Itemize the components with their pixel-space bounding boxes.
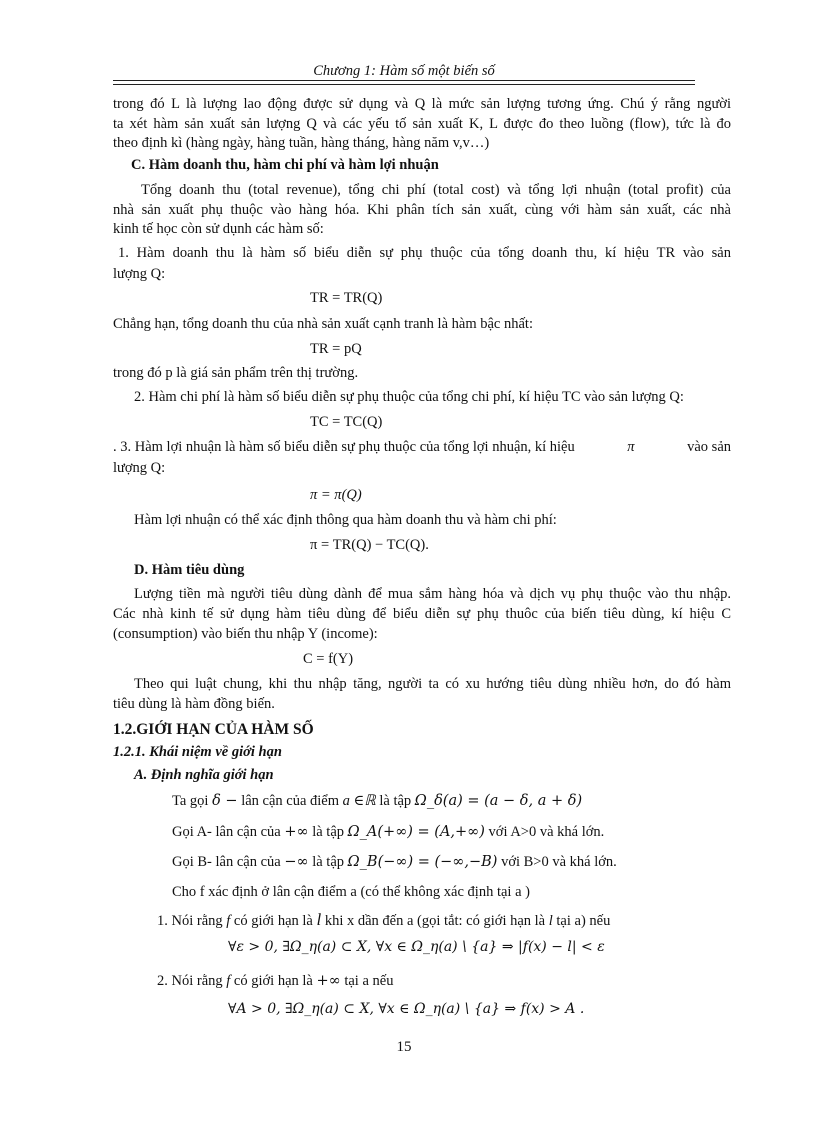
item-1-line-1: 1. Hàm doanh thu là hàm số biểu diễn sự phụ thuộc của tổng doanh thu, kí hiệu TR vào sản bbox=[118, 245, 731, 261]
section-c-p1-line-3: kinh tế học còn sử dụnh các hàm số: bbox=[113, 221, 324, 237]
where-p-line: trong đó p là giá sản phẩm trên thị trường. bbox=[113, 365, 359, 381]
delta-neighborhood-line: Ta gọi δ − lân cận của điểm a ∈ℝ là tập Ω_δ(a) = (a − δ, a + δ) bbox=[172, 793, 583, 809]
b-set: Ω_B(−∞) = (−∞,−B) bbox=[347, 854, 498, 870]
point-a: a ∈ℝ bbox=[342, 793, 376, 809]
equation-c: C = f(Y) bbox=[303, 651, 354, 667]
item-1-line-2: lượng Q: bbox=[113, 266, 166, 282]
section-d-p2-line-2: tiêu dùng là hàm đồng biến. bbox=[113, 696, 275, 712]
section-d-line-2: Các nhà kinh tế sử dụng hàm tiêu dùng để biểu diễn sự phụ thuôc của biến tiêu dùng, kí hiệu C bbox=[113, 606, 731, 622]
item-3-line-2: lượng Q: bbox=[113, 460, 166, 476]
intro-line-2: ta xét hàm sản xuất sản lượng Q và các yếu tố sản xuất K, L được đo theo luồng (flow), tức là đo bbox=[113, 116, 731, 132]
item-3-tail: vào sản bbox=[687, 439, 731, 455]
limit-formula-2: ∀A > 0, ∃Ω_η(a) ⊂ X, ∀x ∈ Ω_η(a) \ {a} ⇒ f(x) > A . bbox=[228, 1001, 585, 1017]
intro-line-3: theo định kì (hàng ngày, hàng tuần, hàng tháng, hàng năm v,v…) bbox=[113, 135, 490, 151]
section-d-line-3: (consumption) vào biến thu nhập Y (income): bbox=[113, 626, 378, 642]
statement-2-line: 2. Nói rằng f có giới hạn là +∞ tại a nếu bbox=[157, 973, 394, 989]
b-neighborhood-line: Gọi B- lân cận của −∞ là tập Ω_B(−∞) = (−∞,−B) với B>0 và khá lớn. bbox=[172, 854, 617, 870]
item-3-text: . 3. Hàm lợi nhuận là hàm số biểu diễn sự phụ thuộc của tổng lợi nhuận, kí hiệu bbox=[113, 439, 575, 455]
statement-1-line: 1. Nói rằng f có giới hạn là l khi x dần đến a (gọi tắt: có giới hạn là l tại a) nếu bbox=[157, 910, 611, 929]
profit-note: Hàm lợi nhuận có thể xác định thông qua hàm doanh thu và hàm chi phí: bbox=[134, 512, 557, 528]
definition-heading: A. Định nghĩa giới hạn bbox=[134, 767, 274, 783]
equation-profit: π = TR(Q) − TC(Q). bbox=[310, 537, 429, 553]
intro-line-1: trong đó L là lượng lao động được sử dụng và Q là mức sản lượng tương ứng. Chú ý rằng người bbox=[113, 96, 731, 112]
section-c-p1-line-1: Tổng doanh thu (total revenue), tổng chi phí (total cost) và tổng lợi nhuận (total profit) của bbox=[141, 182, 731, 198]
section-d-line-1: Lượng tiền mà người tiêu dùng dành để mua sắm hàng hóa và dịch vụ phụ thuộc vào thu nhập. bbox=[134, 586, 731, 602]
equation-pi: π = π(Q) bbox=[310, 487, 362, 503]
equation-tr: TR = TR(Q) bbox=[310, 290, 383, 306]
a-neighborhood-line: Gọi A- lân cận của +∞ là tập Ω_A(+∞) = (A,+∞) với A>0 và khá lớn. bbox=[172, 824, 605, 840]
example-line: Chẳng hạn, tổng doanh thu của nhà sản xuất cạnh tranh là hàm bậc nhất: bbox=[113, 316, 533, 332]
plus-infinity: +∞ bbox=[284, 824, 309, 840]
section-d-heading: D. Hàm tiêu dùng bbox=[134, 562, 245, 578]
delta-set: Ω_δ(a) = (a − δ, a + δ) bbox=[414, 793, 583, 809]
pi-symbol: π bbox=[627, 439, 635, 455]
equation-tc: TC = TC(Q) bbox=[310, 414, 383, 430]
delta-symbol: δ − bbox=[212, 793, 238, 809]
header-rule bbox=[113, 80, 695, 85]
section-c-heading: C. Hàm doanh thu, hàm chi phí và hàm lợi nhuận bbox=[131, 157, 439, 173]
cho-f-line: Cho f xác định ở lân cận điểm a (có thể không xác định tại a ) bbox=[172, 884, 530, 900]
section-c-p1-line-2: nhà sản xuất phụ thuộc vào hàng hóa. Khi phân tích sản xuất, cùng với hàm sản xuất, các nhà bbox=[113, 202, 731, 218]
minus-infinity: −∞ bbox=[284, 854, 309, 870]
equation-tr-pq: TR = pQ bbox=[310, 341, 362, 357]
page-number: 15 bbox=[396, 1039, 412, 1055]
item-3-line-1 bbox=[113, 438, 731, 457]
section-d-p2-line-1: Theo qui luật chung, khi thu nhập tăng, người ta có xu hướng tiêu dùng nhiều hơn, do đó hàm bbox=[134, 676, 731, 692]
running-header: Chương 1: Hàm số một biến số bbox=[313, 63, 495, 79]
limit-formula-1: ∀ε > 0, ∃Ω_η(a) ⊂ X, ∀x ∈ Ω_η(a) \ {a} ⇒ |f(x) − l| < ε bbox=[228, 939, 605, 955]
item-2-line: 2. Hàm chi phí là hàm số biểu diễn sự phụ thuộc của tổng chi phí, kí hiệu TC vào sản lượng Q: bbox=[134, 389, 684, 405]
section-1-2-heading: 1.2.GIỚI HẠN CỦA HÀM SỐ bbox=[113, 721, 314, 738]
section-1-2-1-heading: 1.2.1. Khái niệm về giới hạn bbox=[113, 744, 282, 760]
a-set: Ω_A(+∞) = (A,+∞) bbox=[347, 824, 485, 840]
